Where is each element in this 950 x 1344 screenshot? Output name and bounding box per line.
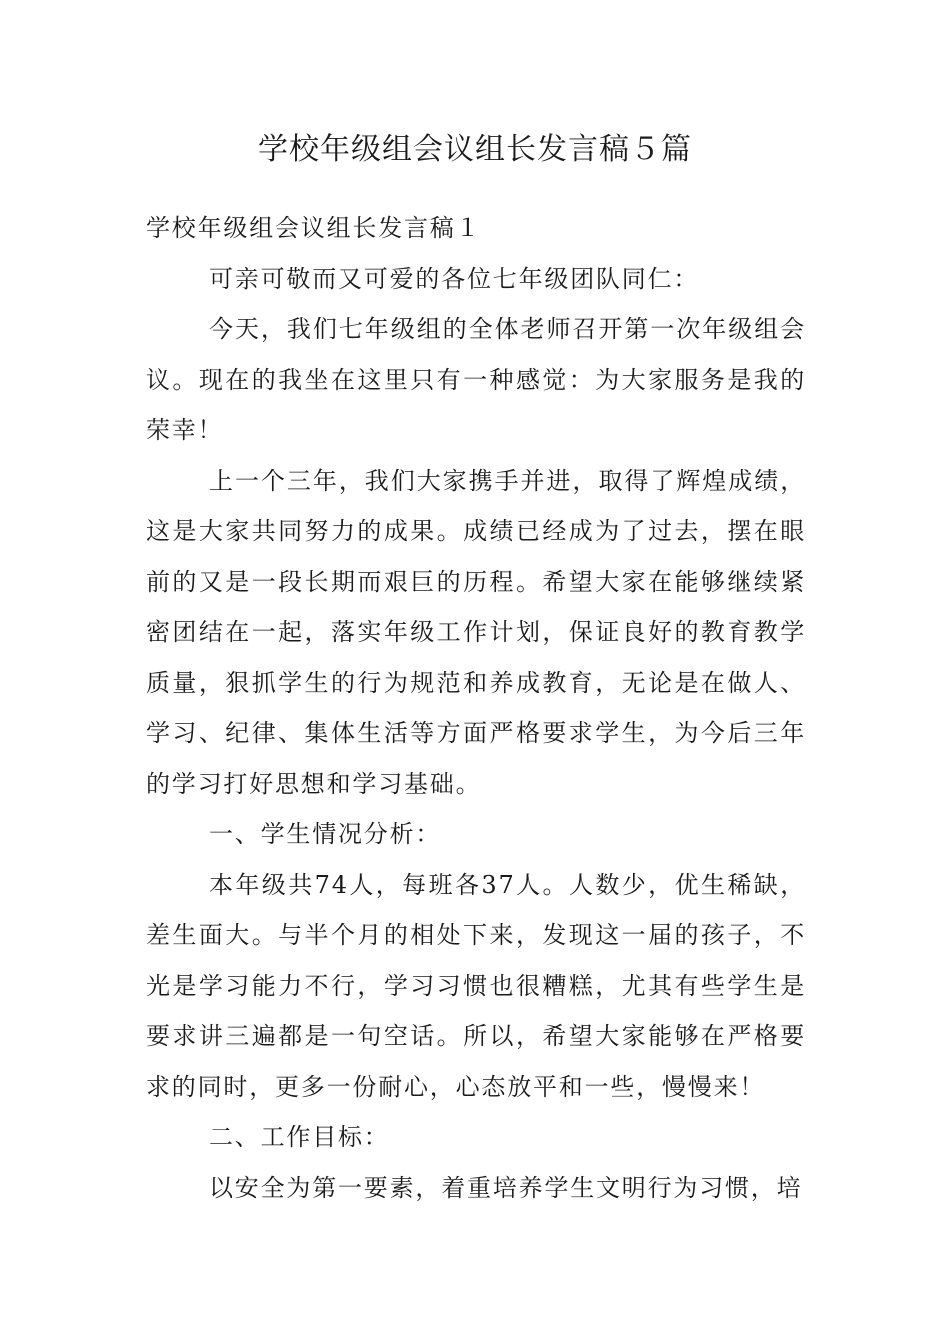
document-body: [146, 203, 806, 1213]
body-paragraph: 上一个三年，我们大家携手并进，取得了辉煌成绩，这是大家共同努力的成果。成绩已经成为了过去，摆在眼前的又是一段长期而艰巨的历程。希望大家在能够继续紧密团结在一起，落实年级工作计划，保证良好的教育教学质量，狠抓学生的行为规范和养成教育，无论是在做人、学习、纪律、集体生活等方面严格要求学生，为今后三年的学习打好思想和学习基础。: [146, 466, 806, 798]
body-paragraph: 本年级共74人，每班各37人。人数少，优生稀缺，差生面大。与半个月的相处下来，发现这一届的孩子，不光是学习能力不行，学习习惯也很糟糕，尤其有些学生是要求讲三遍都是一句空话。所以，希望大家能够在严格要求的同时，更多一份耐心，心态放平和一些，慢慢来！: [146, 870, 806, 1101]
section-heading: 学校年级组会议组长发言稿１: [146, 214, 482, 242]
body-paragraph: 今天，我们七年级组的全体老师召开第一次年级组会议。现在的我坐在这里只有一种感觉：为大家服务是我的荣幸！: [146, 315, 806, 444]
salutation-paragraph: 可亲可敬而又可爱的各位七年级团队同仁：: [209, 264, 700, 293]
subheading-student-analysis: 一、学生情况分析：: [209, 820, 442, 848]
document-title: 学校年级组会议组长发言稿５篇: [258, 132, 692, 167]
subheading-work-goals: 二、工作目标：: [209, 1123, 390, 1151]
body-paragraph: 以安全为第一要素，着重培养学生文明行为习惯，培: [209, 1173, 803, 1202]
